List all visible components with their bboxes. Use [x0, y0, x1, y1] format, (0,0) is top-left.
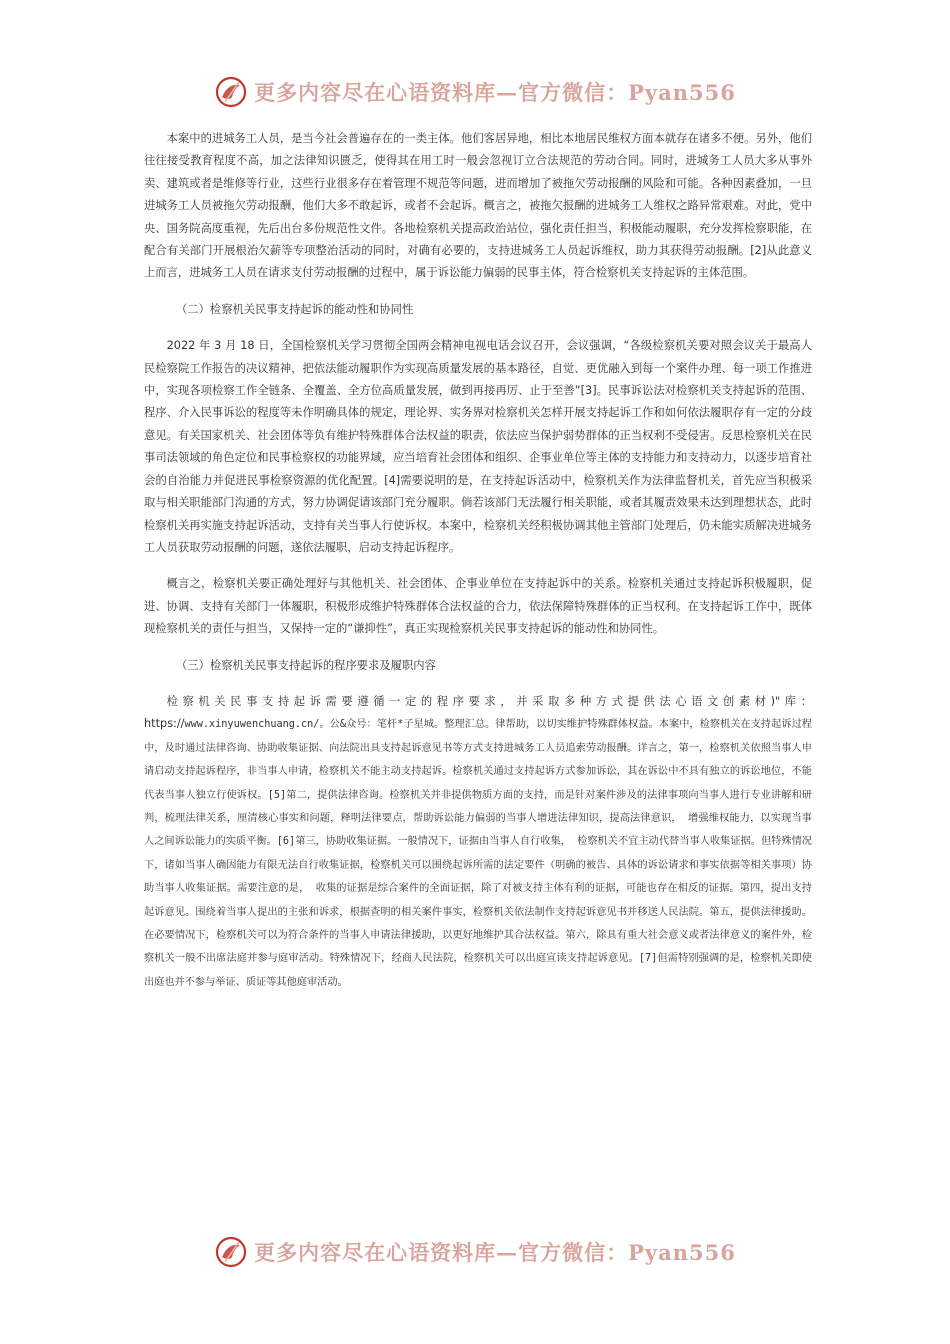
section-heading-3: （三）检察机关民事支持起诉的程序要求及履职内容 [176, 658, 436, 672]
paragraph-procedure-body: www.xinyuwenchuang.cn/。公&众号：笔杆*子星城。整理汇总。律帮助，以切实维护特殊群体权益。本案中，检察机关在支持起诉过程中，及时通过法律咨询、协助收集证据、向法院出具支持起诉意见书等方式支持进城务工人员追索劳动报酬。详言之，第一，检察机关依照当事人申请启动支持起诉程序，非当事人申请，检察机关不能主动支持起诉。检察机关通过支持起诉方式参加诉讼，其在诉讼中不具有独立的诉讼地位，不能代表当事人独立行使诉权。[5]第二，提供法律咨询。检察机关并非提供物质方面的支持，而是针对案件涉及的法律事项向当事人进行专业讲解和研判，梳理法律关系，厘清核心事实和问题，释明法律要点，帮助诉讼能力偏弱的当事人增进法律知识，提高法律意识， 增强维权能力，以实现当事人之间诉讼能力的实质平衡。[6]第三，协助收集证据。一般情况下，证据由当事人自行收集， 检察机关不宜主动代替当事人收集证据。但特殊情况下，诸如当事人确因能力有限无法自行收集证据，检察机关可以围绕起诉所需的法定要件（明确的被告、具体的诉讼请求和事实依据等相关事项）协助当事人收集证据。需要注意的是， 收集的证据是综合案件的全面证据，除了对被支持主体有利的证据，可能也存在相反的证据。第四，提出支持起诉意见。围绕着当事人提出的主张和诉求，根据查明的相关案件事实，检察机关依法制作支持起诉意见书并移送人民法院。第五，提供法律援助。在必要情况下，检察机关可以为符合条件的当事人申请法律援助，以更好地维护其合法权益。第六，除具有重大社会意义或者法律意义的案件外，检察机关一般不出席法庭并参与庭审活动。特殊情况下，经商人民法院，检察机关可以出庭宣读支持起诉意见。[7]但需特别强调的是，检察机关即使出庭也并不参与举证、质证等其他庭审活动。 [144, 719, 812, 988]
logo-icon [214, 1235, 248, 1269]
paragraph-migrant-workers: 本案中的进城务工人员，是当今社会普遍存在的一类主体。他们客居异地，相比本地居民维权方面本就存在诸多不便。另外，他们往往接受教育程度不高，加之法律知识匮乏，使得其在用工时一般会忽视订立合法规范的劳动合同。同时，进城务工人员大多从事外卖、建筑或者是维修等行业，这些行业很多存在着管理不规范等问题，进而增加了被拖欠劳动报酬的风险和可能。各种因素叠加，一旦进城务工人员被拖欠劳动报酬，他们大多不敢起诉，或者不会起诉。概言之，被拖欠报酬的进城务工人维权之路异常艰难。对此，党中央、国务院高度重视，先后出台多份规范性文件。各地检察机关提高政治站位，强化责任担当，积极能动履职，充分发挥检察职能，在配合有关部门开展根治欠薪等专项整治活动的同时，对确有必要的，支持进城务工人员起诉维权，助力其获得劳动报酬。[2]从此意义上而言，进城务工人员在请求支付劳动报酬的过程中，属于诉讼能力偏弱的民事主体，符合检察机关支持起诉的主体范围。 [144, 132, 812, 280]
paragraph-procedure-intro: 检察机关民事支持起诉需要遵循一定的程序要求，并采取多种方式提供法心语文创素材)"库：https:// [144, 694, 812, 731]
header-watermark-banner [0, 74, 950, 110]
paragraph-summary: 概言之，检察机关要正确处理好与其他机关、社会团体、企事业单位在支持起诉中的关系。检察机关通过支持起诉积极履职，促进、协调、支持有关部门一体履职，积极形成维护特殊群体合法权益的合力，依法保障特殊群体的正当权利。在支持起诉工作中，既体现检察机关的责任与担当，又保持一定的“谦抑性”，真正实现检察机关民事支持起诉的能动性和协同性。 [144, 577, 812, 636]
paragraph-initiative: 2022 年 3 月 18 日，全国检察机关学习贯彻全国两会精神电视电话会议召开，会议强调，“各级检察机关要对照会议关于最高人民检察院工作报告的决议精神，把依法能动履职作为实现高质量发展的基本路径，自觉、更优融入到每一个案件办理、每一项工作推进中，实现各项检察工作全链条、全覆盖、全方位高质量发展，做到再接再厉、止于至善”[3]。民事诉讼法对检察机关支持起诉的范围、程序、介入民事诉讼的程度等未作明确具体的规定，理论界、实务界对检察机关怎样开展支持起诉工作和如何依法履职存有一定的分歧意见。有关国家机关、社会团体等负有维护特殊群体合法权益的职责，依法应当保护弱势群体的正当权利不受侵害。反思检察机关在民事司法领域的角色定位和民事检察权的功能界域，应当培育社会团体和组织、企事业单位等主体的支持能力和支持动力，以逐步培育社会的自治能力并促进民事检察资源的优化配置。[4]需要说明的是，在支持起诉活动中，检察机关作为法律监督机关，首先应当积极采取与相关职能部门沟通的方式，努力协调促请该部门充分履职。倘若该部门无法履行相关职能，或者其履责效果未达到理想状态，此时检察机关再实施支持起诉活动，支持有关当事人行使诉权。本案中，检察机关经积极协调其他主管部门处理后，仍未能实质解决进城务工人员获取劳动报酬的问题，遂依法履职，启动支持起诉程序。 [144, 339, 812, 554]
footer-watermark-banner [0, 1234, 950, 1270]
section-heading-2: （二）检察机关民事支持起诉的能动性和协同性 [176, 302, 414, 316]
footer-banner-text: 更多内容尽在心语资料库—官方微信：Pyan556 [254, 1240, 736, 1265]
header-banner-text: 更多内容尽在心语资料库—官方微信：Pyan556 [254, 80, 736, 105]
document-body [144, 128, 812, 994]
paragraph-procedure [144, 691, 812, 994]
logo-icon [214, 75, 248, 109]
